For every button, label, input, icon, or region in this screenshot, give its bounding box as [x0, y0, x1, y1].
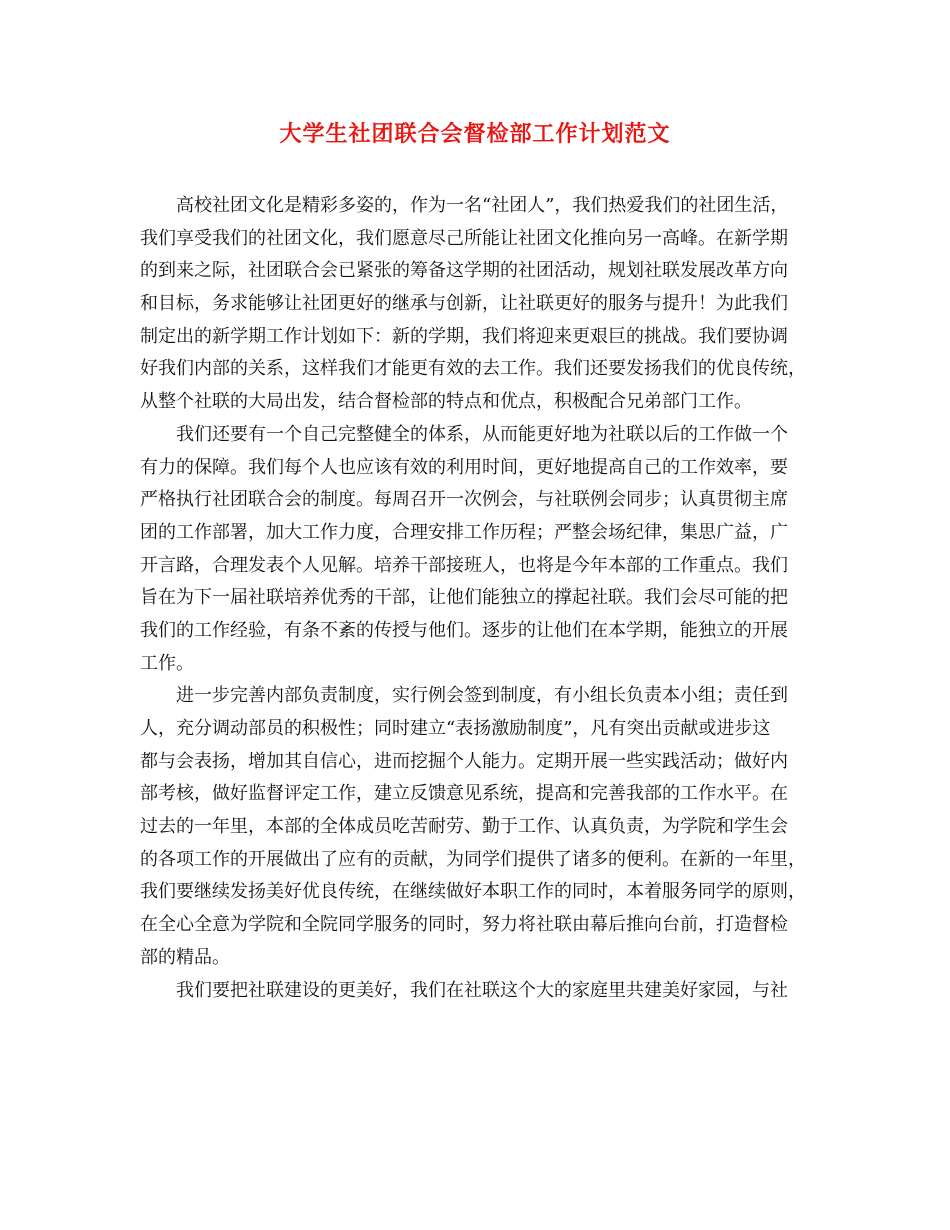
- text-line: 的到来之际，社团联合会已紧张的筹备这学期的社团活动，规划社联发展改革方向: [140, 260, 788, 282]
- text-line: 的各项工作的开展做出了应有的贡献，为同学们提供了诸多的便利。在新的一年里，: [140, 848, 806, 870]
- text-line: 过去的一年里，本部的全体成员吃苦耐劳、勤于工作、认真负责，为学院和学生会: [140, 816, 788, 838]
- text-line: 工作。: [140, 652, 194, 674]
- paragraph-1: [140, 190, 815, 419]
- text-line: 开言路，合理发表个人见解。培养干部接班人，也将是今年本部的工作重点。我们: [140, 554, 788, 576]
- text-line: 我们还要有一个自己完整健全的体系，从而能更好地为社联以后的工作做一个: [176, 423, 788, 445]
- text-line: 严格执行社团联合会的制度。每周召开一次例会，与社联例会同步；认真贯彻主席: [140, 489, 788, 511]
- paragraph-3: [140, 680, 815, 974]
- text-line: 在全心全意为学院和全院同学服务的同时，努力将社联由幕后推向台前，打造督检: [140, 914, 788, 936]
- text-line: 团的工作部署，加大工作力度，合理安排工作历程；严整会场纪律，集思广益，广: [140, 521, 788, 543]
- text-line: 部的精品。: [140, 946, 230, 968]
- text-line: 我们享受我们的社团文化，我们愿意尽己所能让社团文化推向另一高峰。在新学期: [140, 227, 788, 249]
- text-line: 好我们内部的关系，这样我们才能更有效的去工作。我们还要发扬我们的优良传统，: [140, 358, 806, 380]
- text-line: 有力的保障。我们每个人也应该有效的利用时间，更好地提高自己的工作效率，要: [140, 456, 788, 478]
- text-line: 部考核，做好监督评定工作，建立反馈意见系统，提高和完善我部的工作水平。在: [140, 783, 788, 805]
- text-line: 我们的工作经验，有条不紊的传授与他们。逐步的让他们在本学期，能独立的开展: [140, 619, 788, 641]
- text-line: 旨在为下一届社联培养优秀的干部，让他们能独立的撑起社联。我们会尽可能的把: [140, 587, 788, 609]
- paragraph-2: [140, 419, 815, 681]
- text-line: 进一步完善内部负责制度，实行例会签到制度，有小组长负责本小组；责任到: [176, 685, 788, 707]
- text-line: 都与会表扬，增加其自信心，进而挖掘个人能力。定期开展一些实践活动；做好内: [140, 750, 788, 772]
- text-line: 制定出的新学期工作计划如下：新的学期，我们将迎来更艰巨的挑战。我们要协调: [140, 325, 788, 347]
- document-title: 大学生社团联合会督检部工作计划范文: [279, 121, 671, 147]
- document-body: [140, 190, 815, 1007]
- text-line: 我们要继续发扬美好优良传统，在继续做好本职工作的同时，本着服务同学的原则，: [140, 881, 806, 903]
- paragraph-4: [140, 975, 815, 1008]
- text-line: 人，充分调动部员的积极性；同时建立“表扬激励制度”，凡有突出贡献或进步这: [140, 718, 771, 739]
- text-line: 从整个社联的大局出发，结合督检部的特点和优点，积极配合兄弟部门工作。: [140, 391, 752, 413]
- text-line: 和目标，务求能够让社团更好的继承与创新，让社联更好的服务与提升！为此我们: [140, 293, 788, 315]
- text-line: 高校社团文化是精彩多姿的，作为一名“社团人”，我们热爱我们的社团生活，: [176, 195, 789, 216]
- text-line: 我们要把社联建设的更美好，我们在社联这个大的家庭里共建美好家园，与社: [176, 979, 788, 1001]
